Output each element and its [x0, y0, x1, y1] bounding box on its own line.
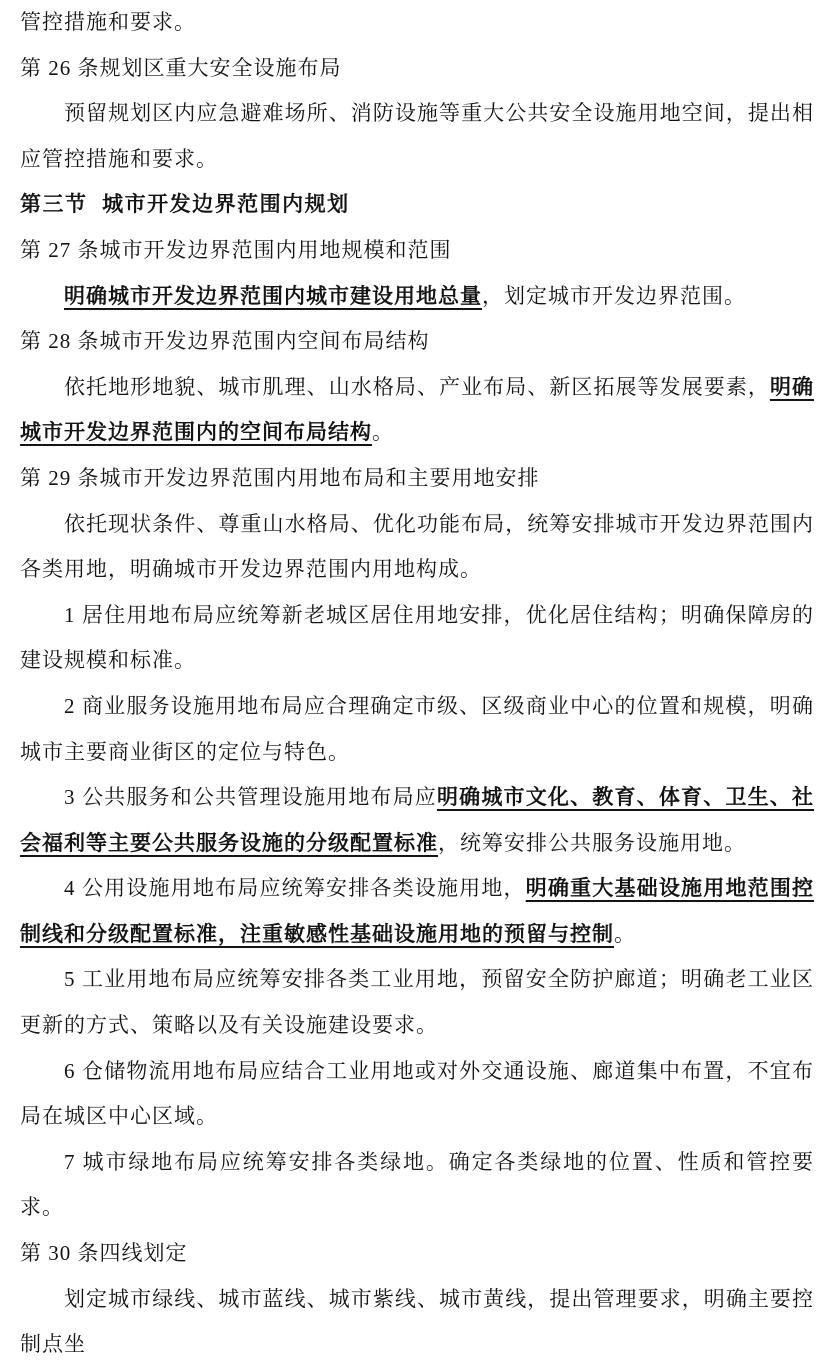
paragraph-body	[20, 593, 814, 684]
paragraph-body	[20, 365, 814, 456]
paragraph-article	[20, 228, 814, 274]
text-run: 依托现状条件、尊重山水格局、优化功能布局，统筹安排城市开发边界范围内各类用地，明确城市开发边界范围内用地构成。	[20, 511, 814, 582]
paragraph-body	[20, 866, 814, 957]
text-run: 6 仓储物流用地布局应结合工业用地或对外交通设施、廊道集中布置，不宜布局在城区中心区域。	[20, 1058, 814, 1129]
paragraph-body	[20, 0, 814, 46]
paragraph-body	[20, 274, 814, 320]
text-run: 4 公用设施用地布局应统筹安排各类设施用地，	[64, 876, 526, 901]
paragraph-body	[20, 91, 814, 182]
paragraph-body	[20, 957, 814, 1048]
paragraph-body	[20, 1277, 814, 1368]
text-run: 第 29 条城市开发边界范围内用地布局和主要用地安排	[20, 465, 540, 490]
text-run: 第 30 条四线划定	[20, 1241, 188, 1266]
paragraph-body	[20, 1140, 814, 1231]
paragraph-section	[20, 182, 814, 228]
paragraph-article	[20, 1231, 814, 1277]
text-run: 预留规划区内应急避难场所、消防设施等重大公共安全设施用地空间，提出相应管控措施和要求。	[20, 101, 814, 171]
text-run: 划定城市绿线、城市蓝线、城市紫线、城市黄线，提出管理要求，明确主要控制点坐	[20, 1286, 814, 1357]
emphasis-run: 第三节 城市开发边界范围内规划	[20, 193, 350, 217]
text-run: 第 27 条城市开发边界范围内用地规模和范围	[20, 237, 452, 262]
text-run: ，统筹安排公共服务设施用地。	[438, 830, 746, 855]
text-run: 依托地形地貌、城市肌理、山水格局、产业布局、新区拓展等发展要素，	[64, 374, 770, 399]
text-run: 。	[614, 921, 636, 946]
text-run: 。	[372, 420, 394, 445]
text-run: 1 居住用地布局应统筹新老城区居住用地安排，优化居住结构；明确保障房的建设规模和标准。	[20, 602, 814, 673]
text-run: 3 公共服务和公共管理设施用地布局应	[64, 785, 437, 810]
paragraph-article	[20, 456, 814, 502]
text-run: 管控措施和要求。	[20, 10, 196, 34]
text-run: 5 工业用地布局应统筹安排各类工业用地，预留安全防护廊道；明确老工业区更新的方式、策略以及有关设施建设要求。	[20, 967, 814, 1038]
document-body	[20, 0, 814, 1368]
paragraph-article	[20, 46, 814, 92]
emphasis-run: 明确城市开发边界范围内的空间布局结构	[20, 374, 814, 445]
paragraph-body	[20, 502, 814, 593]
text-run: 第 26 条规划区重大安全设施布局	[20, 55, 342, 80]
text-run: 2 商业服务设施用地布局应合理确定市级、区级商业中心的位置和规模，明确城市主要商业街区的定位与特色。	[20, 693, 814, 764]
text-run: 第 28 条城市开发边界范围内空间布局结构	[20, 329, 430, 354]
paragraph-article	[20, 319, 814, 365]
paragraph-body	[20, 775, 814, 866]
emphasis-run: 明确重大基础设施用地范围控制线和分级配置标准，注重敏感性基础设施用地的预留与控制	[20, 876, 815, 946]
emphasis-run: 明确城市文化、教育、体育、卫生、社会福利等主要公共服务设施的分级配置标准	[20, 785, 814, 855]
text-run: ，划定城市开发边界范围。	[482, 283, 746, 308]
paragraph-body	[20, 684, 814, 775]
paragraph-body	[20, 1049, 814, 1140]
emphasis-run: 明确城市开发边界范围内城市建设用地总量	[64, 283, 482, 308]
text-run: 7 城市绿地布局应统筹安排各类绿地。确定各类绿地的位置、性质和管控要求。	[20, 1149, 814, 1220]
